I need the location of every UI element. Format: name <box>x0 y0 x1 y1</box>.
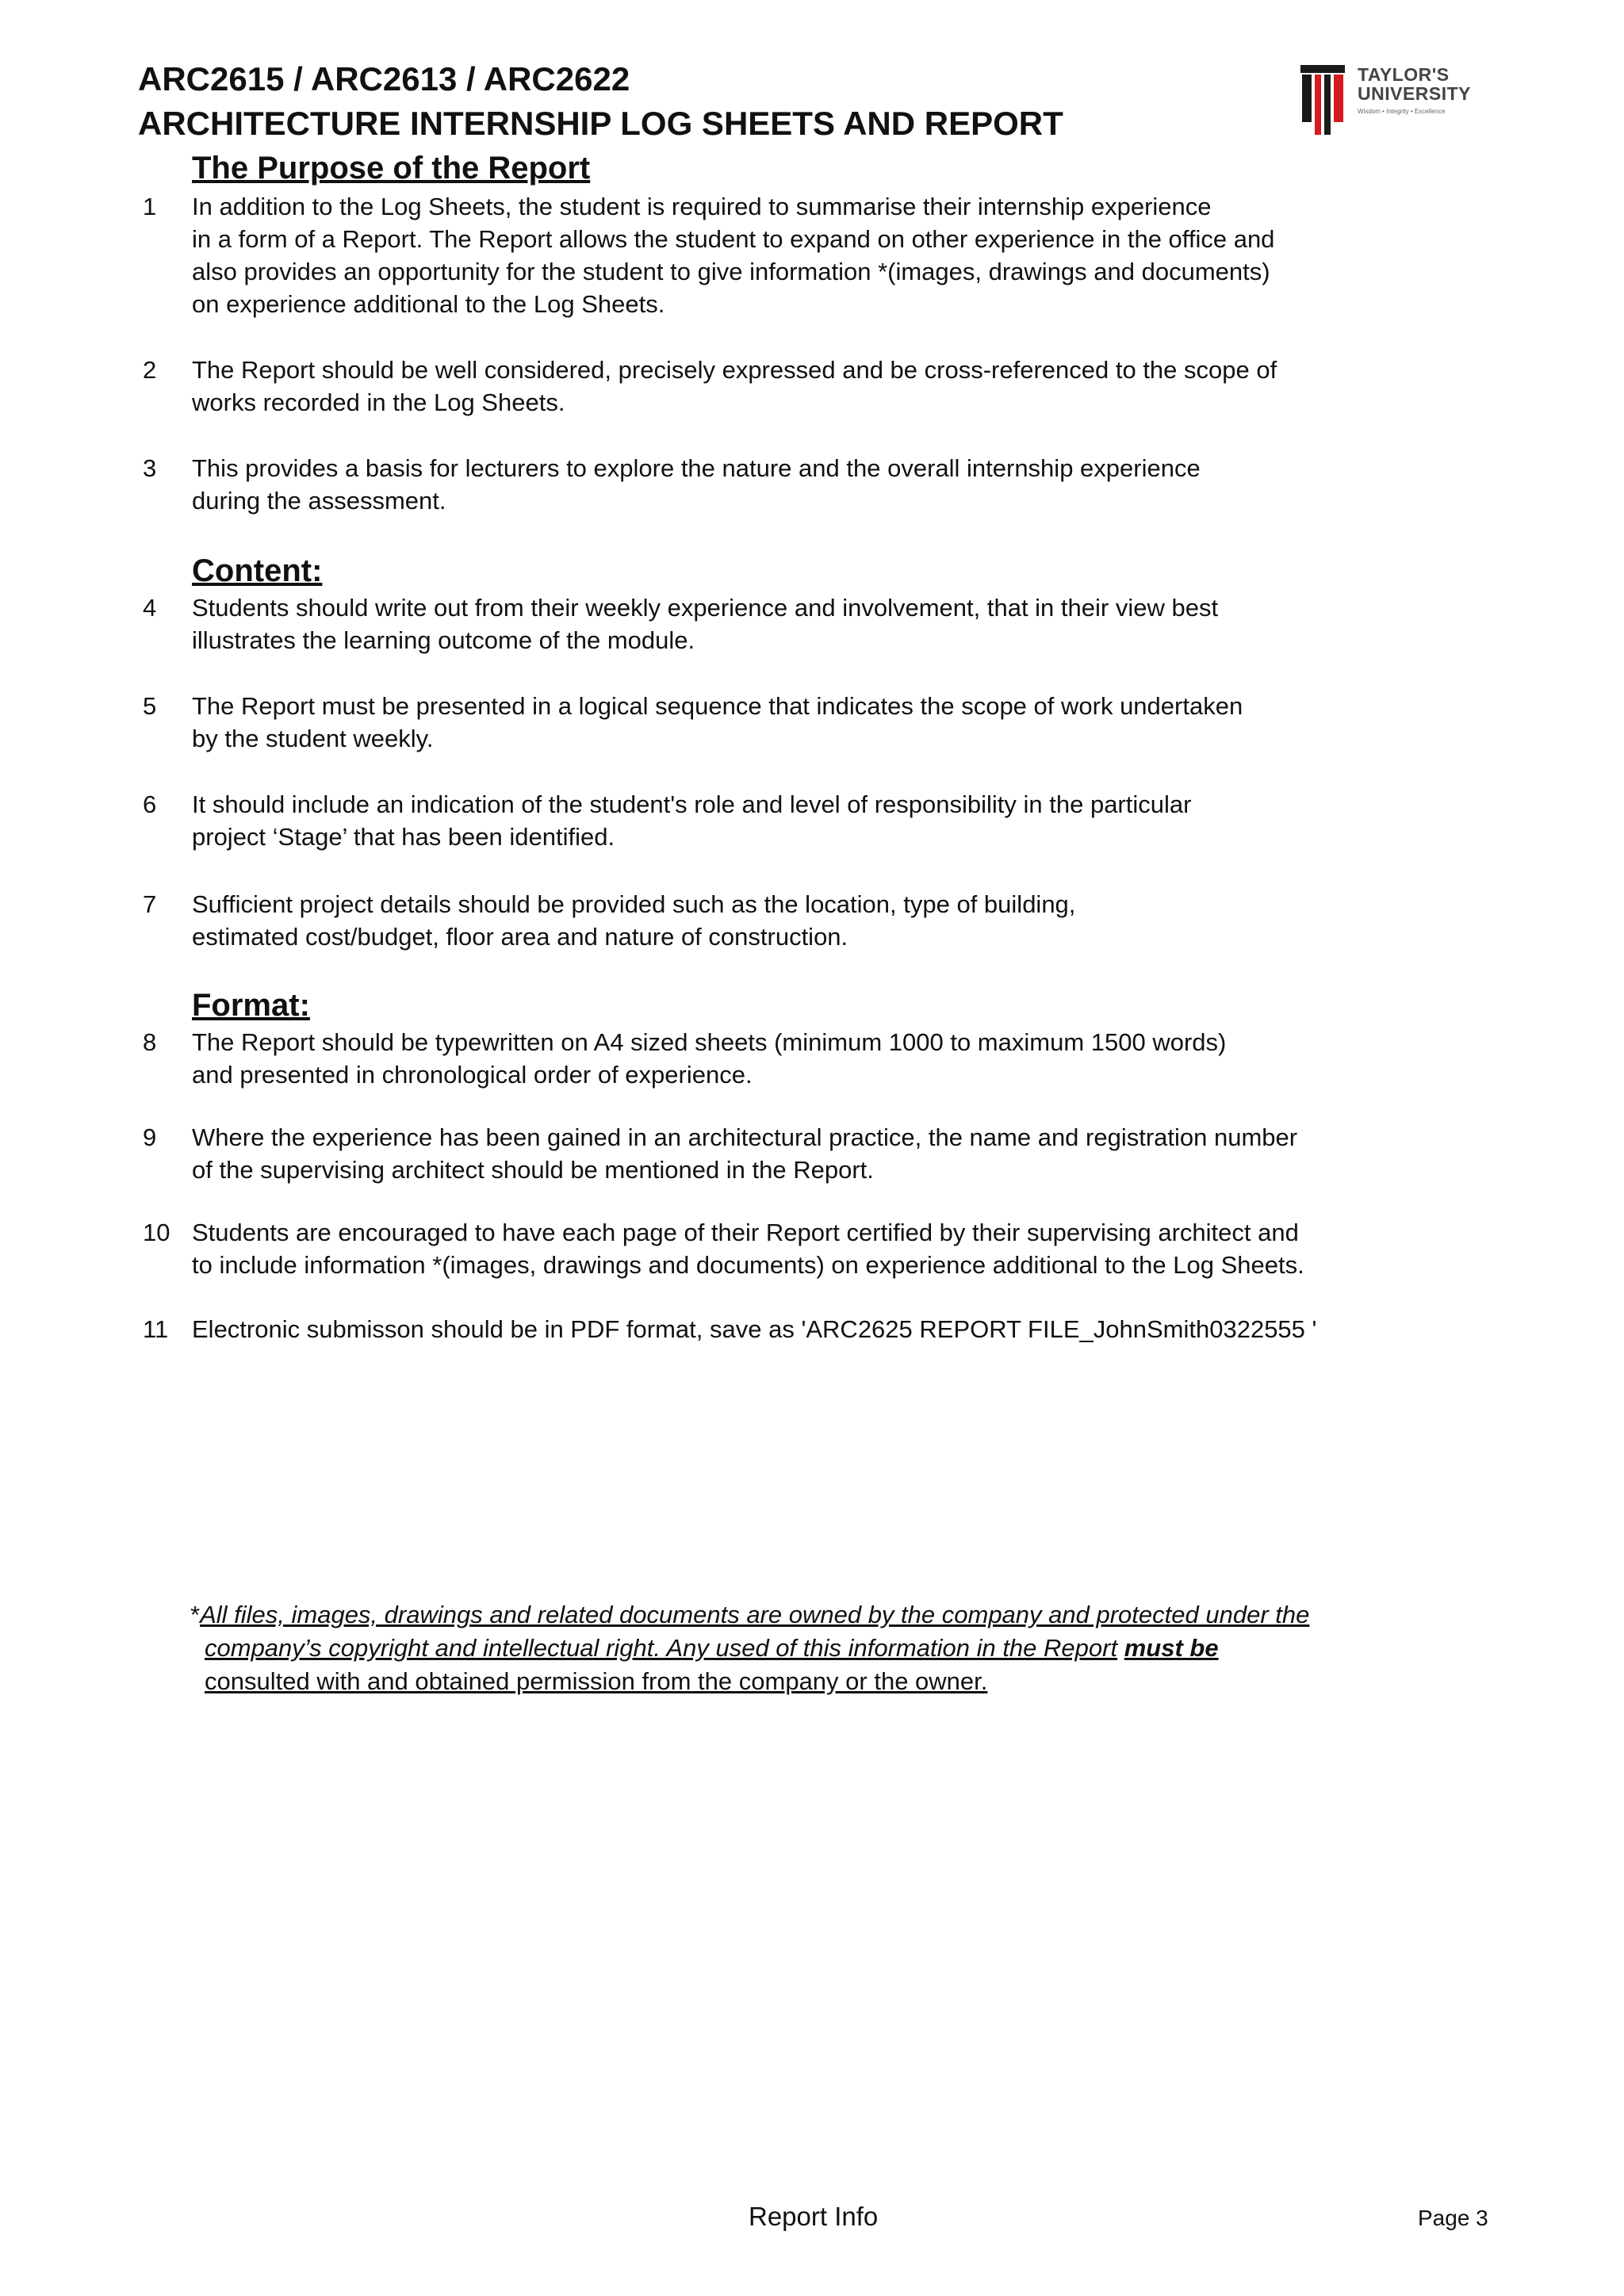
item-number: 6 <box>143 790 157 818</box>
footer-report-info: Report Info <box>749 2202 879 2231</box>
logo-tagline: Wisdom • Integrity • Excellence <box>1358 108 1446 115</box>
taylors-university-logo <box>1297 63 1480 136</box>
taylors-crest-icon <box>1297 63 1348 136</box>
item-number: 9 <box>143 1123 157 1151</box>
item-number: 10 <box>143 1219 170 1246</box>
copyright-disclaimer <box>190 1598 1396 1698</box>
heading-format: Format: <box>192 988 310 1023</box>
disclaimer-must-be: must be <box>1124 1634 1219 1662</box>
item-number: 11 <box>143 1315 169 1343</box>
heading-purpose: The Purpose of the Report <box>192 151 591 186</box>
item-text: Electronic submisson should be in PDF format, save as 'ARC2625 REPORT FILE_JohnSmith0322555 ' <box>192 1315 1317 1343</box>
document-title: ARCHITECTURE INTERNSHIP LOG SHEETS AND REPORT <box>138 105 1063 142</box>
item-text: It should include an indication of the student's role and level of responsibility in the particular project ‘Stage’ that has been identified. <box>192 790 1192 851</box>
item-text: Sufficient project details should be provided such as the location, type of building, estimated cost/budget, floor area and nature of construction. <box>192 890 1076 951</box>
item-number: 8 <box>143 1028 157 1056</box>
logo-text-university: UNIVERSITY <box>1358 83 1472 104</box>
disclaimer-line-1: All files, images, drawings and related documents are owned by the company and protected under the <box>200 1601 1310 1628</box>
item-text: The Report should be well considered, precisely expressed and be cross-referenced to the scope of works recorded in the Log Sheets. <box>192 356 1277 416</box>
heading-content: Content: <box>192 553 323 588</box>
document-header <box>138 57 1063 146</box>
disclaimer-line-3: consulted with and obtained permission from the company or the owner. <box>205 1667 988 1695</box>
item-number: 2 <box>143 356 157 384</box>
item-text: In addition to the Log Sheets, the student is required to summarise their internship experience in a form of a Report. The Report allows the student to expand on other experience in the office and also provides an opportunity for the student to give information *(images, drawings and documents) on experience additional to the Log Sheets. <box>192 193 1275 318</box>
disclaimer-asterisk: * <box>190 1601 201 1628</box>
item-text: Students are encouraged to have each page of their Report certified by their supervising architect and to include information *(images, drawings and documents) on experience additional to the Log Sheets. <box>192 1219 1304 1279</box>
item-number: 1 <box>143 193 157 220</box>
item-number: 3 <box>143 454 157 482</box>
item-number: 4 <box>143 594 157 622</box>
disclaimer-line-2: company’s copyright and intellectual right. Any used of this information in the Report <box>205 1634 1118 1662</box>
course-codes: ARC2615 / ARC2613 / ARC2622 <box>138 60 630 98</box>
item-number: 5 <box>143 692 157 720</box>
item-text: This provides a basis for lecturers to explore the nature and the overall internship experience during the assessment. <box>192 454 1201 515</box>
item-text: The Report should be typewritten on A4 sized sheets (minimum 1000 to maximum 1500 words) and presented in chronological order of experience. <box>192 1028 1227 1089</box>
page-number: Page 3 <box>1418 2206 1488 2230</box>
item-text: Students should write out from their weekly experience and involvement, that in their view best illustrates the learning outcome of the module. <box>192 594 1219 654</box>
item-text: The Report must be presented in a logical sequence that indicates the scope of work undertaken by the student weekly. <box>192 692 1243 752</box>
item-text: Where the experience has been gained in an architectural practice, the name and registration number of the supervising architect should be mentioned in the Report. <box>192 1123 1298 1184</box>
logo-text-taylors: TAYLOR'S <box>1358 64 1450 85</box>
item-number: 7 <box>143 890 157 918</box>
